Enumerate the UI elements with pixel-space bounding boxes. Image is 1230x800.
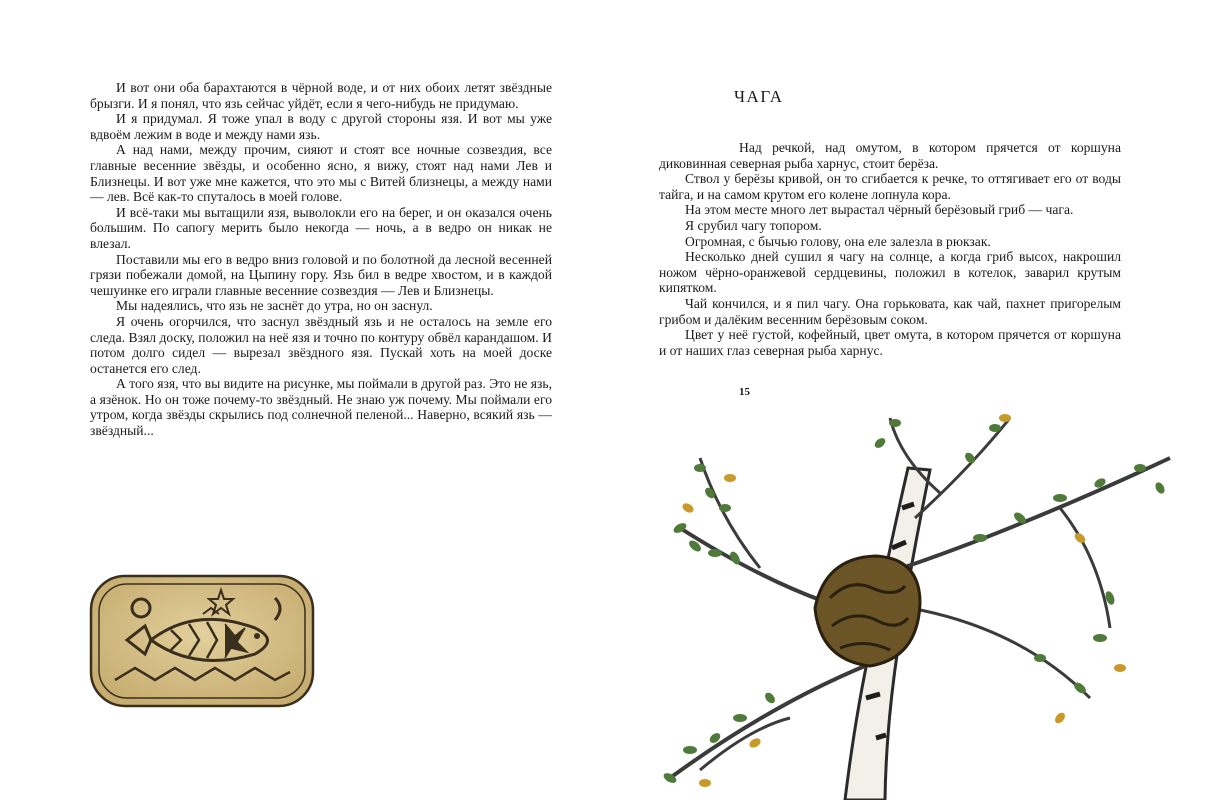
paragraph: Цвет у неё густой, кофейный, цвет омута, в котором прячется от коршуна и от наших глаз северная рыба харнус. [659,327,1121,358]
birch-with-chaga-illustration [640,398,1205,800]
right-page [615,0,1230,800]
paragraph: И всё-таки мы вытащили язя, выволокли его на берег, и он оказался очень большим. По сапогу мерить было некогда — ночь, а в ведро он никак не влезал. [90,204,552,251]
paragraph: Поставили мы его в ведро вниз головой и по болотной да лесной весенней грязи побежали домой, на Цыпину гору. Язь бил в ведре хвостом, и в каждой чешуинке его играли главные весенние созвездия — Лев и Близнецы. [90,251,552,298]
paragraph: Мы надеялись, что язь не заснёт до утра, но он заснул. [116,298,433,314]
paragraph: И вот они оба барахтаются в чёрной воде, и от них обоих летят звёздные брызги. И я понял, что язь сейчас уйдёт, если я чего-нибудь не придумаю. [90,80,552,111]
paragraph: А того язя, что вы видите на рисунке, мы поймали в другой раз. Это не язь, а язёнок. Но он тоже почему-то звёздный. Не знаю уж почему. Мы поймали его утром, когда звёзды скрылись под солнечной пеленой... Наверно, всякий язь — звёздный... [90,376,552,439]
story-title: ЧАГА [734,87,784,107]
paragraph: Над речкой, над омутом, в котором прячется от коршуна диковинная северная рыба харнус, стоит берёза. [659,140,1121,171]
left-page-text [90,80,552,439]
paragraph: На этом месте много лет вырастал чёрный берёзовый гриб — чага. [685,202,1074,218]
paragraph: И я придумал. Я тоже упал в воду с другой стороны язя. И вот мы уже вдвоём лежим в воде и между нами язь. [90,111,552,142]
paragraph: Огромная, с бычью голову, она еле залезла в рюкзак. [685,233,991,249]
right-page-text [659,140,1121,358]
paragraph: Ствол у берёзы кривой, он то сгибается к речке, то оттягивает его от воды тайга, и на самом крутом его колене лопнула кора. [659,171,1121,202]
paragraph: Несколько дней сушил я чагу на солнце, а когда гриб высох, накрошил ножом чёрно-оранжевой сердцевины, положил в котелок, заварил крутым кипятком. [659,249,1121,296]
paragraph: Чай кончился, и я пил чагу. Она горьковата, как чай, пахнет пригорелым грибом и далёким весенним берёзовым соком. [659,295,1121,327]
carved-fish-plaque-illustration [85,568,320,713]
page-number: 15 [739,386,750,398]
paragraph: Я срубил чагу топором. [685,217,822,233]
paragraph: А над нами, между прочим, сияют и стоят все ночные созвездия, все главные весенние звёзды, и особенно ясно, я вижу, стоят над нами Лев и Близнецы. И вот уже мне кажется, что это мы с Витей близнецы, а между нами — лев. Всё как-то спуталось в моей голове. [90,142,552,205]
paragraph: Я очень огорчился, что заснул звёздный язь и не осталось на земле его следа. Взял доску, положил на неё язя и точно по контуру обвёл карандашом. И потом долго сидел — вырезал звёздного язя. Пускай хоть на моей доске останется его след. [90,313,552,376]
